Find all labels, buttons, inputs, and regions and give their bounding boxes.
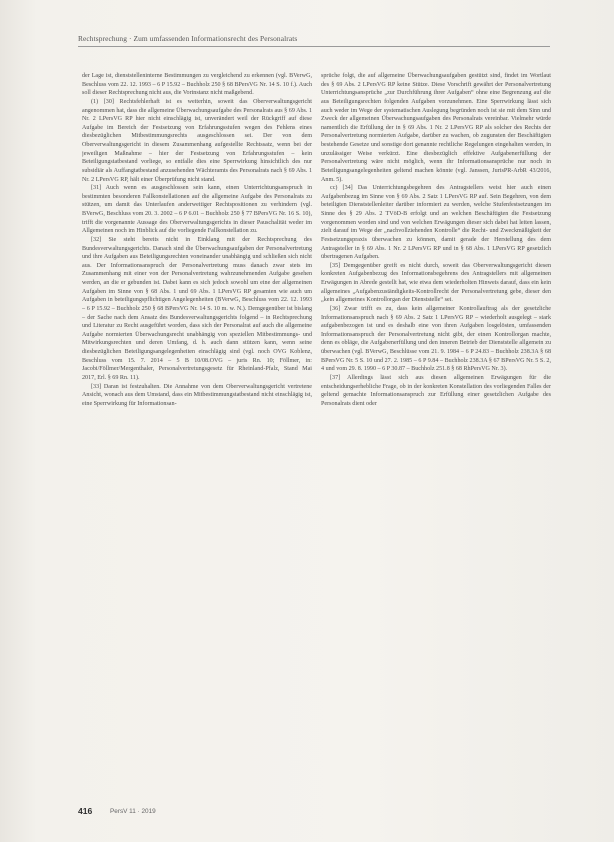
paragraph: cc) [34] Das Unterrichtungsbegehren des Antragstellers weist hier auch einen Aufgabenbezug im Sinne von § 69 Abs. 2 Satz 1 LPersVG RP auf. Sein Begehren, von dem beteiligten Dienststellenleiter darüber informiert zu werden, welche Stufenfestsetzungen im Sinne des § 29 Abs. 2 TVöD-B erfolgt und an welchen Beschäftigten die Festsetzung vorgenommen worden sind und von welchen Erwägungen dieser sich dabei hat leiten lassen, zielt darauf im Wege der „nachvollziehenden Kontrolle“ die Recht- und Zweckmäßigkeit der Festsetzungspraxis überwachen zu können, damit gerade der Herstellung des dem Antragsteller in § 69 Abs. 1 Nr. 2 LPersVG RP und in § 68 Abs. 1 LPersVG RP gesetzlich übertragenen Aufgaben. bbox=[321, 185, 551, 261]
paragraph: [31] Auch wenn es ausgeschlossen sein kann, einen Unterrichtungsanspruch in bestimmten besonderen Fallkonstellationen auf die allgemeine Aufgabe des Personalrats zu stützen, um damit das Unterlaufen anderweitiger Rechtspositionen zu verhindern (vgl. BVerwG, Beschluss vom 20. 3. 2002 – 6 P 6.01 – Buchholz 250 § 77 BPersVG Nr. 16 S. 10), trifft die vorgenannte Aussage des Oberverwaltungsgerichts in dieser Pauschalität weder im Allgemeinen noch im Hinblick auf die vorliegende Fallkonstellation zu. bbox=[82, 185, 312, 235]
running-header: Rechtsprechung · Zum umfassenden Informationsrecht des Personalrats bbox=[78, 34, 298, 43]
paragraph: sprüche folgt, die auf allgemeine Überwachungsaufgaben gestützt sind, findet im Wortlaut des § 69 Abs. 2 LPersVG RP keine Stütze. Diese Vorschrift gewährt der Personalvertretung Unterrichtungsansprüche „zur Durchführung ihrer Aufgaben“ ohne eine Begrenzung auf die aus Beteiligungsrechten folgenden Aufgaben vorzunehmen. Eine Sperrwirkung lässt sich auch weder im Wege der systematischen Auslegung begründen noch ist sie mit dem Sinn und Zweck der allgemeinen Überwachungsaufgaben des Personalrats vereinbar. Vielmehr würde namentlich die Erfüllung der in § 69 Abs. 1 Nr. 2 LPersVG RP als solcher des Rechts der Personalvertretung normierten Aufgabe, darüber zu wachen, ob zugunsten der Beschäftigten bestehende Gesetze und sonstige dort genannte rechtliche Regelungen eingehalten werden, in unzulässiger Weise verkürzt. Eine diesbezüglich effektive Aufgabenerfüllung der Personalvertretung wäre nicht möglich, wenn ihr Informationsansprüche nur noch in Beteiligungsangelegenheiten geltend machen könnte (vgl. Janssen, JurisPR-ArbR 43/2016, Anm. 5). bbox=[321, 73, 551, 183]
paragraph: [33] Daran ist festzuhalten. Die Annahme von dem Oberverwaltungsgericht vertretene Ansicht, wonach aus dem Umstand, dass ein Mitbestimmungstatbestand nicht einschlägig ist, eine Sperrwirkung für Informationsan- bbox=[82, 383, 312, 407]
header-rule bbox=[78, 46, 550, 47]
page-number: 416 bbox=[78, 806, 93, 816]
paragraph: [37] Allerdings lässt sich aus diesen allgemeinen Erwägungen für die entscheidungserhebliche Frage, ob in der konkreten Konstellation des vorliegenden Falles der geltend gemachte Informationsanspruch zur Erfüllung einer gesetzlichen Aufgabe des Personalrats dient oder bbox=[321, 374, 551, 407]
left-column bbox=[82, 72, 312, 758]
paragraph: der Lage ist, dienststelleninterne Bestimmungen zu vergleichend zu erkennen (vgl. BVerwG, Beschluss vom 22. 12. 1993 – 6 P 15.92 – Buchholz 250 § 68 BPersVG Nr. 14 S. 10 f.). Auch soll dieser Rechtsprechung nicht aus, die Vorinstanz nicht maßgebend. bbox=[82, 73, 312, 97]
paragraph: [36] Zwar trifft es zu, dass kein allgemeiner Kontrollauftrag als der gesetzliche Informationsanspruch nach § 69 Abs. 2 Satz 1 LPersVG RP – wiederholt ausgelegt – stark aufgabenbezogen ist und es deshalb eine von ihren Aufgaben losgelösten, umfassenden Informationsanspruch der Personalvertretung nicht gibt, der einen Kontrollorgan machte, denn es obläge, die Aufgabenerfüllung und den inneren Betrieb der Dienststelle allgemein zu überwachen (vgl. BVerwG, Beschlüsse vom 21. 9. 1984 – 6 P 24.83 – Buchholz 238.3A § 68 BPersVG Nr. 5 S. 10 und 27. 2. 1985 – 6 P 9.84 – Buchholz 238.3A § 67 BPersVG Nr. 5 S. 2, 4 und vom 29. 8. 1990 – 6 P 30.87 – Buchholz 251.8 § 68 RhPersVG Nr. 3). bbox=[321, 305, 551, 373]
right-column bbox=[321, 72, 551, 758]
paragraph: [32] Sie steht bereits nicht in Einklang mit der Rechtsprechung des Bundesverwaltungsgerichts. Danach sind die Überwachungsaufgaben der Personalvertretung und ihre Aufgaben aus Beteiligungsrechten voneinander unabhängig und schließen sich nicht aus. Der Informationsanspruch der Personalvertretung muss danach zwar stets im Zusammenhang mit einer von der Personalvertretung wahrzunehmenden Aufgabe gesehen werden, an die er gebunden ist. Dabei kann es sich jedoch sowohl um eine der allgemeinen Aufgaben im Sinne von § 68 Abs. 1 und 69 Abs. 1 LPersVG RP gesamten wie auch um Aufgaben in beteiligungspflichtigen Angelegenheiten (BVerwG, Beschluss vom 22. 12. 1993 – 6 P 15.92 – Buchholz 250 § 68 BPersVG Nr. 14 S. 10 m. w. N.). Demgegenüber ist bislang – der Sache nach dem Ansatz des Bundesverwaltungsgerichts folgend – in Rechtsprechung und Literatur zu Recht ausgeführt worden, dass sich der Personalrat auf auch die allgemeine Aufgabe normierten Überwachungsrecht unabhängig von speziellen Mitbestimmungs- und Mitwirkungsrechten und deren Umfang, d. h. auch dann stützen kann, wenn seine diesbezüglichen Beteiligungsangelegenheiten einschlägig sind (vgl. noch OVG Koblenz, Beschluss vom 15. 7. 2014 – 5 B 10/08.OVG – juris Rn. 10; Föllmer, in: Jacobi/Föllmer/Mergenthaler, Personalvertretungsgesetz für Rheinland-Pfalz, Stand Mai 2017, Erl. § 69 Rn. 11). bbox=[82, 236, 312, 381]
paragraph: (1) [30] Rechtsfehlerhaft ist es weiterhin, soweit das Oberverwaltungsgericht angenommen hat, dass die allgemeine Überwachungsaufgabe des Personalrats aus § 69 Abs. 1 Nr. 2 LPersVG RP hier nicht einschlägig ist, unverändert weil der Rückgriff auf diese Aufgabe im Bereich der Festsetzung von Erfahrungsstufen wegen des Fehlens eines diesbezüglichen Mitbestimmungsrechts ausgeschlossen sei. Der von dem Oberverwaltungsgericht in diesem Zusammenhang aufgestellte Rechtssatz, wenn bei der jeweiligen Maßnahme – hier der Festsetzung von Erfahrungsstufen – kein Beteiligungstatbestand vorliege, so entfalle dies eine Sperrwirkung hinsichtlich des nur subsidiär als Auffangtatbestand anzusehenden Wächteramts des Personalrats nach § 69 Abs. 1 Nr. 2 LPersVG RP, hält einer Überprüfung nicht stand. bbox=[82, 98, 312, 183]
paragraph: [35] Demgegenüber greift es nicht durch, soweit das Oberverwaltungsgericht diesen konkreten Aufgabenbezug des Informationsbegehrens des Antragstellers mit allgemeinen Erwägungen in Abrede gestellt hat, wie etwa dem wiederholten Hinweis darauf, dass ein kein allgemeines „Aufgabenzuständigkeits-Kontrollrecht der Personalvertretung gebe, dieser den „kein allgemeines Kontrollorgan der Dienststelle“ sei. bbox=[321, 262, 551, 304]
journal-issue: PersV 11 · 2019 bbox=[110, 808, 156, 815]
